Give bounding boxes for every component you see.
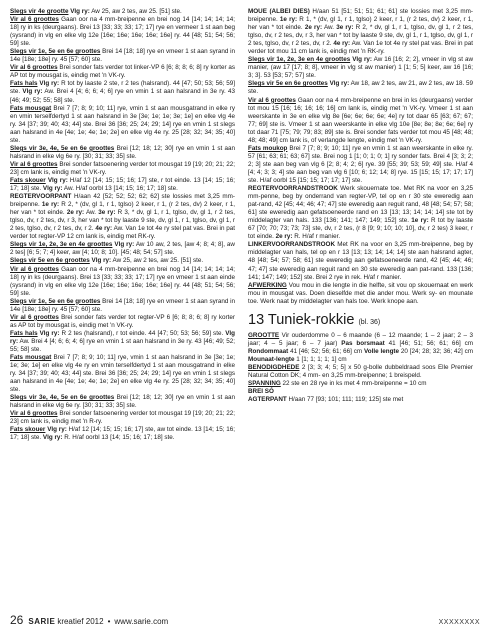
paragraph: Fats hals Vlg ry: R tot by laaste 2 ste, r 2 tes (halsrand). 44 [47; 50; 53; 56; 59] ste. Vlg ry: Aw. Brei 4 [4; 6; 6; 4; 6] rye en vmin 1 st aan halsrand in 3e ry. 43 [46; 49; 52; 55; 58] ste. [10,80,236,104]
magazine-issue: kreatief 2012 [57,617,104,626]
paragraph: BENODIGDHEDE 2 [3; 3; 4; 5; 5] x 50 g-bolle dubbeldraad soos Elle Premier Natural Cotton DK; 4 mm- en 3,25 mm-breipenne; 1 breispeld. [248,363,473,379]
paragraph: Vir al 6 groottes Brei sonder fatsoenering verder tot mousgat 19 [19; 20; 21; 22; 23] cm lank is, eindig met 'n R-ry. [10,410,235,426]
paragraph: SPANNING 22 ste en 28 rye in ks met 4 mm-breipenne = 10 cm [248,380,427,388]
paragraph: Fats skouer Vlg ry: H/af 12 [14; 15; 15; 16; 17] ste, r tot einde. 13 [14; 15; 16; 17; 18] ste. Vlg ry: Aw. H/af oorbl 13 [14; 15; 16; 17; 18] ste. [10,176,235,193]
section-title: Tuniek-rokkie [267,311,355,328]
left-column [10,8,235,443]
paragraph: MOUE (ALBEI DIES) H/aan 51 [51; 51; 51; 61; 61] ste lossies met 3,25 mm-breipenne. 1e ry: R 1, * (dv, gl 1, r 1, tglso) 2 keer, r 1, (r 2 tes, dv) 2 keer, r 1, her van * tot einde. 2e ry: Aw. 3e ry: R 2, * dv, gl 1, r 1, tglso, dv, gl 1, r 2 tes, tglso, dv, r 2 tes, dv, r 3, her van * tot by laaste 9 ste, dv, gl 1, r 1, tglso, dv, gl 1, r 2 tes, tglso, dv, r 2 tes, dv, r 2. 4e ry: Aw. Van 1e tot 4e ry stel pat vas. Brei in pat verder tot mou 11 cm lank is, eindig met 'n RK-ry. [248,8,474,56]
paragraph: Vir al 6 groottes Brei sonder fats verder tot regter-VP 6 [6; 8; 8; 6; 8] ry korter as AP tot by mousgat is, eindig met 'n VK-ry. [10,313,235,329]
paragraph: Slegs vir 3e, 4e, 5e en 6e groottes Brei [12; 18; 12; 30] rye en vmin 1 st aan halsrand in elke vlg 6e ry. [30; 31; 33; 35] ste. [10,394,235,410]
paragraph: REGTERVOORPANT H/aan 42 [52; 52; 52; 62; 62] ste lossies met 3,25 mm-breipenne. 1e ry: R 2, * (dv, gl 1, r 1, tglso) 2 keer, r 1, (r 2 tes, dv) 2 keer, r 1, her van * tot einde. 2e ry: Aw. 3e ry: R 3, * dv, gl 1, r 1, tglso, dv, gl 1, r 2 tes, tglso, dv, r 2 tes, dv, r 3, her van * tot by laaste 9 ste, dv, gl 1, r 1, tglso, dv, gl 1, r 2 tes, tglso, dv, r 2 tes, dv, r 2. 4e ry: Aw. Van 1e tot 4e ry stel pat vas. Brei in pat verder tot regter-VP 12 cm lank is, eindig met RK-ry. [10,193,236,241]
page-footer [10,615,480,628]
paragraph: Fats moukop Brei 7 [7; 8; 9; 10; 11] rye en vmin 1 st aan weerskante in elke ry. 57 [61; 63; 61; 63; 67] ste. Brei nog 1 [1; 0; 1; 0; 1] ry sonder fats. Brei 4 [3; 3; 2; 2; 3] ste aan beg van vlg 6 [2; 8; 4; 2; 6] rye. 39 [55; 39; 53; 59; 49] ste. H/af 4 [4; 4; 3; 3; 4] ste aan beg van vlg 6 [10; 6; 12; 14; 8] rye. 15 [15; 15; 17; 17; 17] ste. H/af oorbl 15 [15; 15; 17; 17; 17] ste. [248,144,473,184]
section-heading [248,312,473,331]
paragraph: AGTERPANT H/aan 77 [93; 101; 111; 119; 125] ste met [248,396,404,404]
paragraph: Vir al 6 groottes Gaan oor na 4 mm-breipenne en brei nog 14 [14; 14; 14; 14; 18] ry in ks (deurgaans). Brei 13 [33; 33; 33; 17; 17] rye en vmeer 1 st aan einde (sysrand) in vlg en elke vlg 12e [16e; 16e; 16e; 16e; 16e] ry. 44 [48; 51; 54; 56; 59] ste. [10,265,235,297]
paragraph: Fats mousgat Brei 7 [7; 8; 9; 10; 11] rye, vmin 1 st aan mousgatrand in elke ry en vmin terselfdertyd 1 st aan halsrand in 3e [3e; 1e; 1e; 3e; 1e] en elke vlg 4e ry. 34 [37; 39; 40; 43; 44] ste. Brei 36 [36; 25; 24; 29; 14] rye en vmin 1 st slegs aan halsrand in 4e [4e; 1e; 4e; 1e; 2e] en elke vlg 4e ry. 25 [28; 32; 34; 35; 40] ste. [10,104,236,144]
paragraph: Slegs vir 1e, 5e en 6e groottes Brei 14 [18; 18] rye en vmeer 1 st aan syrand in 14e [18e; 18e] ry. 45 [57; 60] ste. [10,297,236,313]
separator-dot: • [107,617,111,626]
paragraph: AFWERKING Vou mou in die lengte in die helfte, sit vou op skouernaat en werk mou in mousgat vas. Doen dieselfde met die ander mou. Werk sy- en mounate toe. Werk naat by middelagter van hals toe. Werk knope aan. [248,281,473,305]
paragraph: Slegs vir 3e, 4e, 5e en 6e groottes Brei [12; 18; 12; 30] rye en vmin 1 st aan halsrand in elke vlg 6e ry. [30; 31; 33; 35] ste. [10,144,235,160]
paragraph: Slegs vir 5e en 6e groottes Vlg ry: Aw 25, aw 2 tes, aw 25. [51] ste. [10,257,204,265]
paragraph: Slegs vir 1e, 2e, 3e en 4e groottes Vlg ry: Aw 10 aw, 2 tes, [aw 4; 8; 4; 8], aw 2 tes] [6; 5; 7; 4] keer, aw [4; 10; 8; 10]. [45; 48; 54; 57] ste. [10,241,235,257]
section-page-ref: (bl. 36) [358,318,381,326]
paragraph: LINKERVOORRANDSTROOK Met RK na voor en 3,25 mm-breipenne, beg by middelagter van hals, tel op en r 13 [13; 13; 14; 14; 14] ste aan halsrand agter, 48 [48; 54; 57; 58; 61] ste eweredig aan gefatsoeneerde rand, 42 [45; 44; 46; 47; 47] ste eweredig aan reguit rand en 30 ste eweredig aan pat-rand. 133 [136; 141; 147; 149; 152] ste. Brei 2 rye in rek. H/af r manier. [248,241,473,281]
page-number: 26 [10,613,24,627]
section-number: 13 [248,311,265,328]
paragraph: BREI SÓ [248,388,274,396]
paragraph: Fats skouer Vlg ry: H/af 12 [14; 15; 15; 16; 17] ste, aw tot einde. 13 [14; 15; 16; 17; 18] ste. Vlg ry: R. H/af oorbl 13 [14; 15; 16; 17; 18] ste. [10,426,236,442]
stitch-decoration: XXXXXXXX [438,619,480,626]
paragraph: Vir al 6 groottes Brei sonder fatsoenering verder tot mousgat 19 [19; 20; 21; 22; 23] cm lank is, eindig met 'n VK-ry. [10,160,235,176]
paragraph: Fats mousgat Brei 7 [7; 8; 9; 10; 11] rye, vmin 1 st aan halsrand in 3e [3e; 1e; 1e; 3e; 1e] en elke vlg 4e ry en vmin terselfdertyd 1 st aan mousgatrand in elke ry. 34 [37; 39; 40; 43; 44] ste. Brei 36 [36; 25; 24; 29; 14] rye en vmin 1 st slegs aan halsrand in 4e [4e; 1e; 4e; 1e; 2e] en elke vlg 4e ry. 25 [28; 32; 34; 35; 40] ste. [10,354,236,394]
website-link[interactable]: www.sarie.com [114,617,169,626]
paragraph: Vir al 6 groottes Gaan oor na 4 mm-breipenne en brei in ks (deurgaans) verder tot mou 15 [16; 16; 16; 16; 16] cm lank is, eindig met 'n VK-ry. Vmeer 1 st aan weerskante in 3e en elke vlg 8e [6e; 6e; 6e; 6e; 4e] ry tot daar 65 [63; 67; 67; 77; 69] ste is. Vmeer 1 st aan weerskante in elke vlg 10e [8e; 8e; 8e; 6e; 6e] ry tot daar 71 [75; 79; 79; 83; 89] ste is. Brei sonder fats verder tot mou 45 [48; 48; 48; 48; 49] cm lank is, of verlangde lengte, eindig met 'n VK-ry. [248,96,474,144]
magazine-name: SARIE [28,617,56,626]
paragraph: REGTERVOORRANDSTROOK Werk skouernate toe. Met RK na voor en 3,25 mm-penne, beg by onderrand van regter-VP, tel op en r 30 ste eweredig aan pat-rand, 42 [45; 44; 46; 47; 47] ste eweredig aan reguit rand, 48 [48; 54; 57; 58; 61] ste eweredig aan gefatsoeneerde rand en 13 [13; 13; 14; 14; 14] ste tot by middelagter van hals. 133 [136; 141; 147; 149; 152] ste. 1e ry: R tot by laaste 67 [70; 70; 73; 73; 73] ste, dv, r 2 tes, (r 8 [9; 9; 10; 10; 10], dv, r 2 tes) 3 keer, r tot einde. 2e ry: R. H/af r manier. [248,185,473,241]
paragraph: GROOTTE Vir ouderdomme 0 – 6 maande (6 – 12 maande; 1 – 2 jaar; 2 – 3 jaar; 4 – 5 jaar; 6 – 7 jaar) Pas borsmaat 41 [46; 51; 56; 61; 66] cm Rondommaat 41 [46; 52; 56; 61; 66] cm Volle lengte 20 [24; 28; 32; 36; 42] cm Mounaat-lengte 1 [1; 1; 1; 1; 1] cm [248,331,473,363]
paragraph: Vir al 6 groottes Brei sonder fats verder tot linker-VP 6 [6; 8; 8; 6; 8] ry korter as AP tot by mousgat is, eindig met 'n VK-ry. [10,64,235,80]
paragraph: Fats hals Vlg ry: R 2 tes (halsrand), r tot einde. 44 [47; 50; 53; 56; 59] ste. Vlg ry: Aw. Brei 4 [4; 6; 6; 4; 6] rye en vmin 1 st aan halsrand in 3e ry. 43 [46; 49; 52; 55; 58] ste. [10,329,236,353]
paragraph: Vir al 6 groottes Gaan oor na 4 mm-breipenne en brei nog 14 [14; 14; 14; 14; 18] ry in ks (deurgaans). Brei 13 [33; 33; 33; 17; 17] rye en vermeer 1 st aan beg (sysrand) in vlg en elke vlg 12e [16e; 16e; 16e; 16e; 16e] ry. 44 [48; 51; 54; 56; 59] ste. [10,16,235,48]
paragraph: Slegs vir 1e, 5e en 6e groottes Brei 14 [18; 18] rye en vmeer 1 st aan syrand in 14e [18e; 18e] ry. 45 [57; 60] ste. [10,48,236,64]
right-column [248,8,473,404]
paragraph: Slegs vir 5e en 6e groottes Vlg ry: Aw 18, aw 2 tes, aw 21, aw 2 tes, aw 18. 59 ste. [248,80,474,96]
paragraph: Slegs vir 4e grootte Vlg ry: Aw 25, aw 2 tes, aw 25. [51] ste. [10,8,182,15]
paragraph: Slegs vir 1e, 2e, 3e en 4e groottes Vlg ry: Aw 16 [16; 2; 2], vmeer in vlg st aw manier, (aw 17 [17; 8; 8], vmeer in vlg st aw manier) 1 [1; 5; 5] keer, aw 16 [16; 3; 3]. 53 [53; 57; 57] ste. [248,56,473,80]
